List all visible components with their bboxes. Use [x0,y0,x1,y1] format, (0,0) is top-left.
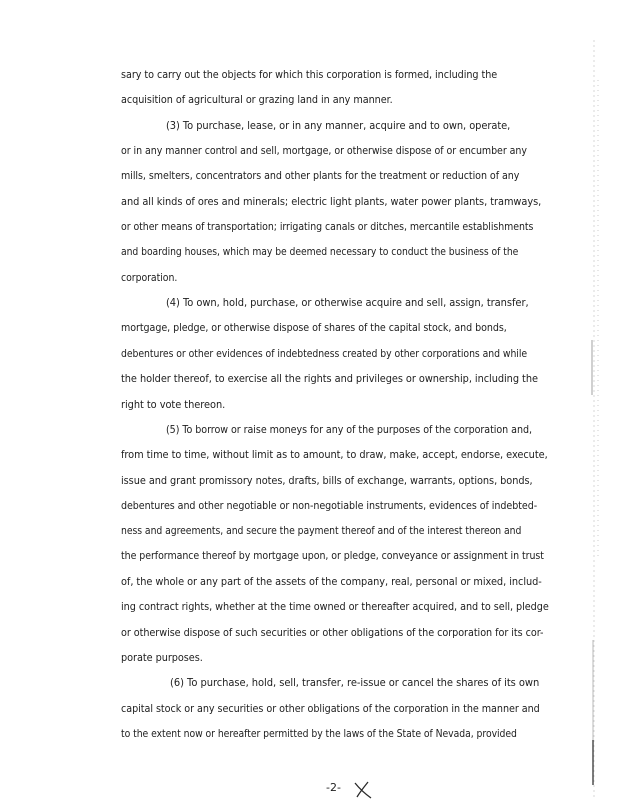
text-line: porate purposes. [121,653,203,664]
text-line: (6) To purchase, hold, sell, transfer, re-issue or cancel the shares of its own [170,678,540,689]
text-line: and all kinds of ores and minerals; electric light plants, water power plants, tramways, [121,197,542,208]
scan-edge-artifact [582,40,606,800]
text-line: ness and agreements, and secure the payment thereof and of the interest thereon and [121,526,522,537]
text-line: or otherwise dispose of such securities or other obligations of the corporation for its cor- [121,628,544,639]
text-line: of, the whole or any part of the assets of the company, real, personal or mixed, includ- [121,577,542,588]
page-number: -2- [326,781,341,794]
text-line: (4) To own, hold, purchase, or otherwise acquire and sell, assign, transfer, [166,298,529,309]
text-line: (5) To borrow or raise moneys for any of the purposes of the corporation and, [166,425,532,436]
text-line: debentures or other evidences of indebtedness created by other corporations and while [121,349,528,360]
text-line: the holder thereof, to exercise all the rights and privileges or ownership, including the [121,374,538,385]
handwritten-x-mark [352,780,374,800]
text-line: debentures and other negotiable or non-negotiable instruments, evidences of indebted- [121,501,538,512]
text-line: the performance thereof by mortgage upon, or pledge, conveyance or assignment in trust [121,551,544,562]
text-line: acquisition of agricultural or grazing land in any manner. [121,95,393,106]
text-line: or other means of transportation; irrigating canals or ditches, mercantile establishments [121,222,534,233]
text-line: right to vote thereon. [121,400,226,411]
text-line: issue and grant promissory notes, drafts, bills of exchange, warrants, options, bonds, [121,476,533,487]
text-line: corporation. [121,273,178,284]
text-line: capital stock or any securities or other obligations of the corporation in the manner and [121,704,540,715]
text-line: sary to carry out the objects for which this corporation is formed, including the [121,70,498,81]
text-line: and boarding houses, which may be deemed necessary to conduct the business of the [121,247,519,258]
text-line: (3) To purchase, lease, or in any manner, acquire and to own, operate, [166,121,511,132]
text-line: or in any manner control and sell, mortgage, or otherwise dispose of or encumber any [121,146,527,157]
text-line: ing contract rights, whether at the time owned or thereafter acquired, and to sell, pledge [121,602,549,613]
text-line: mortgage, pledge, or otherwise dispose of shares of the capital stock, and bonds, [121,323,507,334]
text-line: to the extent now or hereafter permitted by the laws of the State of Nevada, provided [121,729,517,740]
text-line: mills, smelters, concentrators and other plants for the treatment or reduction of any [121,171,520,182]
text-line: from time to time, without limit as to amount, to draw, make, accept, endorse, execute, [121,450,548,461]
